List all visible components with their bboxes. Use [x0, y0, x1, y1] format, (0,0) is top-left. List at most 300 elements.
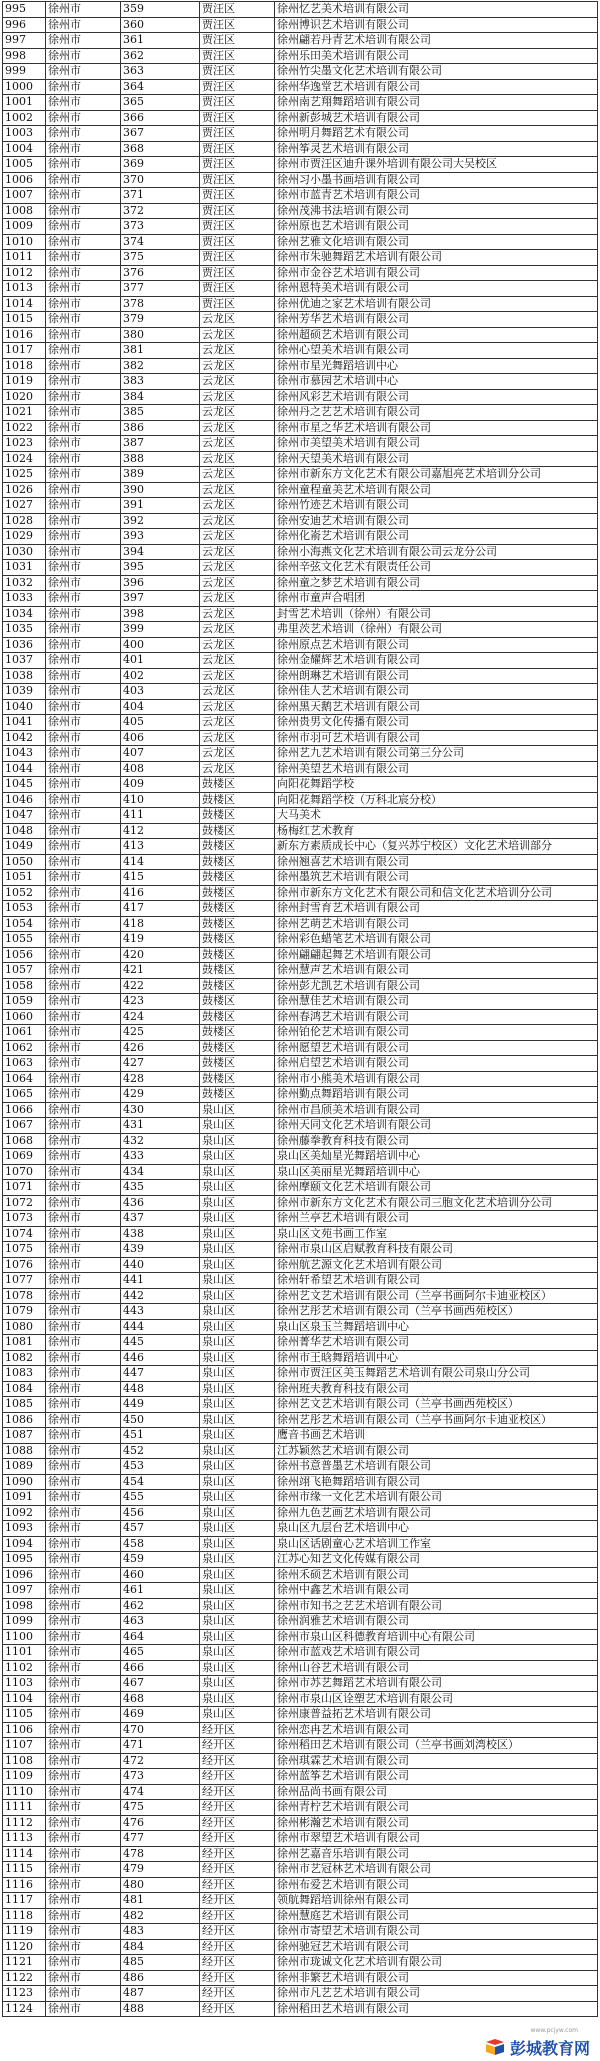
- cell-district: 贾汪区: [200, 157, 275, 173]
- cell-city: 徐州市: [46, 33, 121, 49]
- table-row: [3, 1242, 598, 1258]
- table-row: [3, 482, 598, 498]
- cell-district: 泉山区: [200, 1505, 275, 1521]
- cell-institution-name: 徐州愿望艺术培训有限公司: [275, 1040, 598, 1056]
- cell-row-number: 995: [3, 2, 46, 18]
- cell-district: 鼓楼区: [200, 901, 275, 917]
- cell-sequence: 399: [121, 622, 200, 638]
- cell-city: 徐州市: [46, 606, 121, 622]
- cell-institution-name: 徐州市泉山区诠塑艺术培训有限公司: [275, 1691, 598, 1707]
- cell-city: 徐州市: [46, 591, 121, 607]
- cell-row-number: 1067: [3, 1118, 46, 1134]
- cell-sequence: 360: [121, 17, 200, 33]
- table-row: [3, 684, 598, 700]
- cell-institution-name: 徐州竹迹艺术培训有限公司: [275, 498, 598, 514]
- cell-institution-name: 徐州中鑫艺术培训有限公司: [275, 1583, 598, 1599]
- cell-row-number: 1003: [3, 126, 46, 142]
- cell-institution-name: 徐州九色艺画艺术培训有限公司: [275, 1505, 598, 1521]
- cell-institution-name: 徐州市珑诚文化艺术培训有限公司: [275, 1955, 598, 1971]
- table-row: [3, 436, 598, 452]
- table-row: [3, 358, 598, 374]
- cell-sequence: 476: [121, 1815, 200, 1831]
- cell-row-number: 1031: [3, 560, 46, 576]
- cell-institution-name: 徐州艺嘉音乐培训有限公司: [275, 1846, 598, 1862]
- table-row: [3, 64, 598, 80]
- cell-district: 鼓楼区: [200, 1071, 275, 1087]
- cell-district: 云龙区: [200, 374, 275, 390]
- cell-city: 徐州市: [46, 1133, 121, 1149]
- cell-district: 泉山区: [200, 1257, 275, 1273]
- cell-district: 经开区: [200, 1955, 275, 1971]
- cell-city: 徐州市: [46, 420, 121, 436]
- cell-city: 徐州市: [46, 699, 121, 715]
- cell-row-number: 1021: [3, 405, 46, 421]
- cell-row-number: 1036: [3, 637, 46, 653]
- cell-sequence: 440: [121, 1257, 200, 1273]
- table-row: [3, 126, 598, 142]
- cell-row-number: 1082: [3, 1350, 46, 1366]
- cell-row-number: 1026: [3, 482, 46, 498]
- cell-institution-name: 江苏颖然艺术培训有限公司: [275, 1443, 598, 1459]
- cell-district: 泉山区: [200, 1319, 275, 1335]
- cell-district: 云龙区: [200, 560, 275, 576]
- cell-institution-name: 徐州贵男文化传播有限公司: [275, 715, 598, 731]
- cell-city: 徐州市: [46, 1939, 121, 1955]
- cell-city: 徐州市: [46, 1087, 121, 1103]
- cell-sequence: 474: [121, 1784, 200, 1800]
- cell-row-number: 1090: [3, 1474, 46, 1490]
- cell-district: 泉山区: [200, 1381, 275, 1397]
- cell-institution-name: 徐州恋冉艺术培训有限公司: [275, 1722, 598, 1738]
- cell-district: 云龙区: [200, 312, 275, 328]
- cell-row-number: 1120: [3, 1939, 46, 1955]
- cell-city: 徐州市: [46, 126, 121, 142]
- cell-institution-name: 徐州艺文艺术培训有限公司（兰亭书画阿尔卡迪亚校区）: [275, 1288, 598, 1304]
- cell-row-number: 1063: [3, 1056, 46, 1072]
- cell-city: 徐州市: [46, 1846, 121, 1862]
- cell-sequence: 438: [121, 1226, 200, 1242]
- cell-sequence: 369: [121, 157, 200, 173]
- cell-district: 鼓楼区: [200, 963, 275, 979]
- cell-row-number: 1034: [3, 606, 46, 622]
- cell-city: 徐州市: [46, 1893, 121, 1909]
- cell-institution-name: 徐州封雪育艺术培训有限公司: [275, 901, 598, 917]
- cell-institution-name: 徐州原点艺术培训有限公司: [275, 637, 598, 653]
- cell-sequence: 459: [121, 1552, 200, 1568]
- table-row: [3, 33, 598, 49]
- cell-district: 云龙区: [200, 606, 275, 622]
- cell-sequence: 461: [121, 1583, 200, 1599]
- cell-row-number: 1055: [3, 932, 46, 948]
- cell-sequence: 382: [121, 358, 200, 374]
- cell-row-number: 1053: [3, 901, 46, 917]
- cell-institution-name: 徐州艺雅文化培训有限公司: [275, 234, 598, 250]
- cell-district: 鼓楼区: [200, 1025, 275, 1041]
- cell-institution-name: 徐州辛弦文化艺术有限责任公司: [275, 560, 598, 576]
- cell-row-number: 1093: [3, 1521, 46, 1537]
- table-row: [3, 1862, 598, 1878]
- cell-city: 徐州市: [46, 1040, 121, 1056]
- cell-city: 徐州市: [46, 544, 121, 560]
- cell-district: 泉山区: [200, 1226, 275, 1242]
- cell-city: 徐州市: [46, 1738, 121, 1754]
- table-row: [3, 343, 598, 359]
- cell-city: 徐州市: [46, 684, 121, 700]
- cell-sequence: 425: [121, 1025, 200, 1041]
- cell-sequence: 384: [121, 389, 200, 405]
- cell-row-number: 1080: [3, 1319, 46, 1335]
- cell-district: 云龙区: [200, 715, 275, 731]
- cell-city: 徐州市: [46, 1428, 121, 1444]
- table-row: [3, 730, 598, 746]
- cell-sequence: 456: [121, 1505, 200, 1521]
- cell-district: 云龙区: [200, 591, 275, 607]
- cell-city: 徐州市: [46, 281, 121, 297]
- cell-row-number: 1094: [3, 1536, 46, 1552]
- cell-row-number: 1024: [3, 451, 46, 467]
- cell-city: 徐州市: [46, 1970, 121, 1986]
- cell-institution-name: 徐州启望艺术培训有限公司: [275, 1056, 598, 1072]
- cell-district: 泉山区: [200, 1164, 275, 1180]
- cell-institution-name: 徐州翩翩起舞艺术培训有限公司: [275, 947, 598, 963]
- cell-sequence: 462: [121, 1598, 200, 1614]
- cell-city: 徐州市: [46, 1986, 121, 2002]
- table-row: [3, 451, 598, 467]
- cell-institution-name: 徐州慧声艺术培训有限公司: [275, 963, 598, 979]
- cell-row-number: 1076: [3, 1257, 46, 1273]
- cell-sequence: 379: [121, 312, 200, 328]
- table-row: [3, 1536, 598, 1552]
- cell-district: 泉山区: [200, 1583, 275, 1599]
- cell-row-number: 1058: [3, 978, 46, 994]
- cell-institution-name: 领航舞蹈培训徐州有限公司: [275, 1893, 598, 1909]
- cell-district: 贾汪区: [200, 281, 275, 297]
- cell-institution-name: 徐州市寄望艺术培训有限公司: [275, 1924, 598, 1940]
- cell-sequence: 483: [121, 1924, 200, 1940]
- cell-city: 徐州市: [46, 1583, 121, 1599]
- table-row: [3, 591, 598, 607]
- cell-row-number: 1001: [3, 95, 46, 111]
- cell-row-number: 1057: [3, 963, 46, 979]
- cell-district: 泉山区: [200, 1242, 275, 1258]
- cell-row-number: 998: [3, 48, 46, 64]
- table-row: [3, 560, 598, 576]
- table-row: [3, 234, 598, 250]
- cell-city: 徐州市: [46, 1025, 121, 1041]
- cell-row-number: 1022: [3, 420, 46, 436]
- school-list-table: [2, 1, 598, 2017]
- cell-district: 泉山区: [200, 1660, 275, 1676]
- cell-city: 徐州市: [46, 870, 121, 886]
- cell-district: 鼓楼区: [200, 994, 275, 1010]
- cell-institution-name: 徐州市贾汪区美玉舞蹈艺术培训有限公司泉山分公司: [275, 1366, 598, 1382]
- cell-institution-name: 徐州茂沸书法培训有限公司: [275, 203, 598, 219]
- cell-row-number: 1098: [3, 1598, 46, 1614]
- cell-row-number: 1059: [3, 994, 46, 1010]
- cell-institution-name: 徐州彬瀚艺术培训有限公司: [275, 1815, 598, 1831]
- cell-city: 徐州市: [46, 1815, 121, 1831]
- cell-institution-name: 徐州华逸堂艺术培训有限公司: [275, 79, 598, 95]
- cell-row-number: 1118: [3, 1908, 46, 1924]
- cell-city: 徐州市: [46, 1800, 121, 1816]
- cell-institution-name: 徐州风彩艺术培训有限公司: [275, 389, 598, 405]
- cell-row-number: 1121: [3, 1955, 46, 1971]
- cell-row-number: 1079: [3, 1304, 46, 1320]
- table-row: [3, 1908, 598, 1924]
- table-row: [3, 265, 598, 281]
- cell-district: 云龙区: [200, 529, 275, 545]
- cell-sequence: 411: [121, 808, 200, 824]
- cell-city: 徐州市: [46, 668, 121, 684]
- cell-sequence: 466: [121, 1660, 200, 1676]
- cell-city: 徐州市: [46, 265, 121, 281]
- cell-row-number: 1066: [3, 1102, 46, 1118]
- cell-city: 徐州市: [46, 157, 121, 173]
- cell-sequence: 410: [121, 792, 200, 808]
- book-logo-icon: [484, 2036, 506, 2058]
- cell-sequence: 381: [121, 343, 200, 359]
- cell-district: 经开区: [200, 1986, 275, 2002]
- table-row: [3, 1164, 598, 1180]
- cell-district: 泉山区: [200, 1459, 275, 1475]
- cell-institution-name: 徐州稻田艺术培训有限公司: [275, 2001, 598, 2017]
- cell-institution-name: 徐州安迪艺术培训有限公司: [275, 513, 598, 529]
- cell-district: 泉山区: [200, 1552, 275, 1568]
- cell-district: 泉山区: [200, 1474, 275, 1490]
- cell-sequence: 366: [121, 110, 200, 126]
- cell-district: 鼓楼区: [200, 839, 275, 855]
- cell-sequence: 364: [121, 79, 200, 95]
- table-row: [3, 1366, 598, 1382]
- cell-city: 徐州市: [46, 188, 121, 204]
- cell-city: 徐州市: [46, 1784, 121, 1800]
- table-row: [3, 1428, 598, 1444]
- table-row: [3, 1877, 598, 1893]
- cell-institution-name: 徐州金耀辉艺术培训有限公司: [275, 653, 598, 669]
- cell-institution-name: 徐州朗琳艺术培训有限公司: [275, 668, 598, 684]
- cell-city: 徐州市: [46, 374, 121, 390]
- cell-city: 徐州市: [46, 1118, 121, 1134]
- cell-sequence: 455: [121, 1490, 200, 1506]
- cell-city: 徐州市: [46, 1660, 121, 1676]
- cell-institution-name: 徐州市新东方文化艺术有限公司三胞文化艺术培训分公司: [275, 1195, 598, 1211]
- cell-sequence: 446: [121, 1350, 200, 1366]
- table-row: [3, 1459, 598, 1475]
- cell-row-number: 1018: [3, 358, 46, 374]
- cell-sequence: 487: [121, 1986, 200, 2002]
- cell-institution-name: 弗里茨艺术培训（徐州）有限公司: [275, 622, 598, 638]
- cell-institution-name: 徐州艺彤艺术培训有限公司（兰亭书画阿尔卡迪亚校区）: [275, 1412, 598, 1428]
- cell-city: 徐州市: [46, 575, 121, 591]
- cell-institution-name: 徐州市贾汪区迪升课外培训有限公司大吴校区: [275, 157, 598, 173]
- cell-institution-name: 泉山区话剧童心艺术培训工作室: [275, 1536, 598, 1552]
- table-row: [3, 932, 598, 948]
- table-row: [3, 1691, 598, 1707]
- cell-institution-name: 徐州菁华艺术培训有限公司: [275, 1335, 598, 1351]
- cell-institution-name: 徐州慧佳艺术培训有限公司: [275, 994, 598, 1010]
- cell-city: 徐州市: [46, 622, 121, 638]
- cell-sequence: 484: [121, 1939, 200, 1955]
- cell-row-number: 1040: [3, 699, 46, 715]
- watermark-text: 彭城教育网: [509, 2038, 590, 2058]
- cell-city: 徐州市: [46, 1211, 121, 1227]
- cell-sequence: 433: [121, 1149, 200, 1165]
- cell-district: 泉山区: [200, 1149, 275, 1165]
- cell-institution-name: 泉山区泉玉兰舞蹈培训中心: [275, 1319, 598, 1335]
- cell-row-number: 1017: [3, 343, 46, 359]
- cell-city: 徐州市: [46, 1149, 121, 1165]
- cell-district: 泉山区: [200, 1676, 275, 1692]
- cell-district: 云龙区: [200, 420, 275, 436]
- cell-sequence: 402: [121, 668, 200, 684]
- table-row: [3, 389, 598, 405]
- cell-row-number: 1014: [3, 296, 46, 312]
- cell-sequence: 467: [121, 1676, 200, 1692]
- cell-district: 云龙区: [200, 699, 275, 715]
- cell-institution-name: 徐州新彭城艺术培训有限公司: [275, 110, 598, 126]
- table-row: [3, 1583, 598, 1599]
- cell-row-number: 1113: [3, 1831, 46, 1847]
- cell-institution-name: 徐州非繁艺术培训有限公司: [275, 1970, 598, 1986]
- cell-city: 徐州市: [46, 1629, 121, 1645]
- cell-district: 鼓楼区: [200, 1009, 275, 1025]
- cell-sequence: 388: [121, 451, 200, 467]
- cell-district: 贾汪区: [200, 250, 275, 266]
- cell-institution-name: 徐州蓝筝艺术培训有限公司: [275, 1769, 598, 1785]
- cell-city: 徐州市: [46, 761, 121, 777]
- cell-district: 云龙区: [200, 513, 275, 529]
- cell-institution-name: 大马美术: [275, 808, 598, 824]
- cell-city: 徐州市: [46, 1056, 121, 1072]
- cell-sequence: 389: [121, 467, 200, 483]
- cell-sequence: 479: [121, 1862, 200, 1878]
- cell-sequence: 460: [121, 1567, 200, 1583]
- cell-row-number: 1097: [3, 1583, 46, 1599]
- cell-city: 徐州市: [46, 1521, 121, 1537]
- cell-district: 贾汪区: [200, 296, 275, 312]
- cell-district: 经开区: [200, 1753, 275, 1769]
- cell-sequence: 362: [121, 48, 200, 64]
- cell-institution-name: 徐州市慕园艺术培训中心: [275, 374, 598, 390]
- cell-district: 泉山区: [200, 1691, 275, 1707]
- table-row: [3, 637, 598, 653]
- cell-city: 徐州市: [46, 141, 121, 157]
- cell-district: 经开区: [200, 1722, 275, 1738]
- cell-row-number: 1078: [3, 1288, 46, 1304]
- cell-city: 徐州市: [46, 1319, 121, 1335]
- table-row: [3, 1629, 598, 1645]
- cell-sequence: 488: [121, 2001, 200, 2017]
- cell-row-number: 1072: [3, 1195, 46, 1211]
- cell-sequence: 380: [121, 327, 200, 343]
- cell-row-number: 1025: [3, 467, 46, 483]
- cell-sequence: 423: [121, 994, 200, 1010]
- cell-district: 贾汪区: [200, 126, 275, 142]
- cell-institution-name: 徐州翊飞艳舞蹈培训有限公司: [275, 1474, 598, 1490]
- cell-district: 云龙区: [200, 389, 275, 405]
- cell-district: 鼓楼区: [200, 792, 275, 808]
- cell-sequence: 481: [121, 1893, 200, 1909]
- cell-city: 徐州市: [46, 1459, 121, 1475]
- cell-institution-name: 徐州品尚书画有限公司: [275, 1784, 598, 1800]
- cell-row-number: 1101: [3, 1645, 46, 1661]
- cell-row-number: 1002: [3, 110, 46, 126]
- cell-district: 泉山区: [200, 1521, 275, 1537]
- cell-district: 鼓楼区: [200, 1087, 275, 1103]
- cell-sequence: 441: [121, 1273, 200, 1289]
- cell-institution-name: 徐州琪霖艺术培训有限公司: [275, 1753, 598, 1769]
- cell-district: 贾汪区: [200, 33, 275, 49]
- cell-row-number: 1019: [3, 374, 46, 390]
- cell-sequence: 385: [121, 405, 200, 421]
- cell-sequence: 457: [121, 1521, 200, 1537]
- table-row: [3, 544, 598, 560]
- cell-row-number: 1054: [3, 916, 46, 932]
- cell-sequence: 417: [121, 901, 200, 917]
- table-row: [3, 157, 598, 173]
- cell-district: 鼓楼区: [200, 777, 275, 793]
- table-row: [3, 947, 598, 963]
- table-row: [3, 1474, 598, 1490]
- cell-city: 徐州市: [46, 932, 121, 948]
- cell-city: 徐州市: [46, 963, 121, 979]
- cell-row-number: 1103: [3, 1676, 46, 1692]
- cell-row-number: 1068: [3, 1133, 46, 1149]
- cell-city: 徐州市: [46, 978, 121, 994]
- cell-row-number: 1074: [3, 1226, 46, 1242]
- cell-district: 贾汪区: [200, 219, 275, 235]
- cell-sequence: 383: [121, 374, 200, 390]
- cell-sequence: 468: [121, 1691, 200, 1707]
- cell-row-number: 1008: [3, 203, 46, 219]
- table-row: [3, 606, 598, 622]
- cell-district: 云龙区: [200, 451, 275, 467]
- cell-sequence: 478: [121, 1846, 200, 1862]
- cell-row-number: 1083: [3, 1366, 46, 1382]
- table-row: [3, 854, 598, 870]
- cell-city: 徐州市: [46, 1598, 121, 1614]
- cell-row-number: 1091: [3, 1490, 46, 1506]
- cell-institution-name: 徐州心望美术培训有限公司: [275, 343, 598, 359]
- cell-district: 云龙区: [200, 730, 275, 746]
- cell-row-number: 1048: [3, 823, 46, 839]
- cell-institution-name: 徐州市童声合唱团: [275, 591, 598, 607]
- watermark-url: www.pcjyw.com: [530, 2027, 578, 2034]
- cell-sequence: 406: [121, 730, 200, 746]
- cell-city: 徐州市: [46, 529, 121, 545]
- table-row: [3, 1815, 598, 1831]
- table-row: [3, 1009, 598, 1025]
- cell-district: 云龙区: [200, 482, 275, 498]
- table-row: [3, 1567, 598, 1583]
- table-row: [3, 1180, 598, 1196]
- cell-row-number: 1035: [3, 622, 46, 638]
- cell-city: 徐州市: [46, 1350, 121, 1366]
- cell-sequence: 430: [121, 1102, 200, 1118]
- cell-sequence: 390: [121, 482, 200, 498]
- cell-district: 经开区: [200, 1800, 275, 1816]
- cell-institution-name: 徐州丹之艺艺术培训有限公司: [275, 405, 598, 421]
- cell-sequence: 435: [121, 1180, 200, 1196]
- cell-row-number: 1107: [3, 1738, 46, 1754]
- cell-city: 徐州市: [46, 1955, 121, 1971]
- cell-institution-name: 徐州恩特美术培训有限公司: [275, 281, 598, 297]
- cell-district: 经开区: [200, 1831, 275, 1847]
- cell-institution-name: 徐州市泉山区科德教育培训中心有限公司: [275, 1629, 598, 1645]
- table-row: [3, 668, 598, 684]
- cell-city: 徐州市: [46, 498, 121, 514]
- table-row: [3, 172, 598, 188]
